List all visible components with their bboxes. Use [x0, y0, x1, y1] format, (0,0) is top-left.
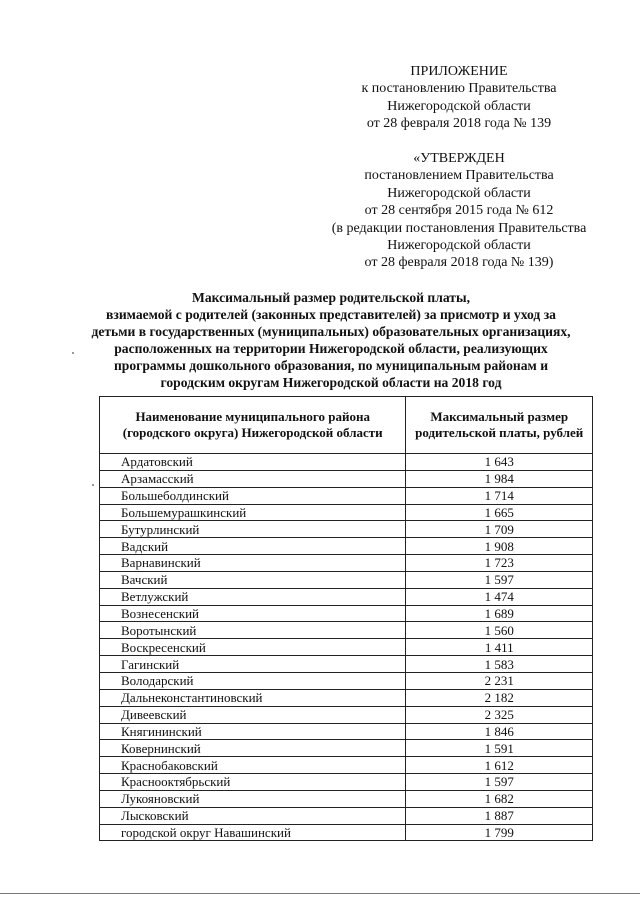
- appendix-line: к постановлению Правительства: [361, 81, 557, 97]
- district-name-cell: Арзамасский: [100, 470, 406, 487]
- max-fee-cell: 1 682: [406, 790, 593, 807]
- appendix-line: Нижегородской области: [387, 98, 531, 114]
- table-row: [100, 639, 593, 656]
- district-name-cell: Лысковский: [100, 807, 406, 824]
- max-fee-cell: 1 583: [406, 656, 593, 673]
- max-fee-cell: 1 643: [406, 454, 593, 471]
- district-name-cell: Большеболдинский: [100, 487, 406, 504]
- table-row: [100, 723, 593, 740]
- title-line: детьми в государственных (муниципальных) образовательных организациях,: [91, 323, 571, 339]
- max-fee-cell: 1 908: [406, 538, 593, 555]
- max-fee-cell: 1 560: [406, 622, 593, 639]
- page-bottom-edge: [0, 893, 640, 894]
- max-fee-cell: 1 723: [406, 555, 593, 572]
- max-fee-cell: 1 591: [406, 740, 593, 757]
- table-row: [100, 774, 593, 791]
- title-line: Максимальный размер родительской платы,: [192, 290, 470, 305]
- district-name-cell: Володарский: [100, 672, 406, 689]
- district-name-cell: Краснооктябрьский: [100, 774, 406, 791]
- district-name-cell: Ковернинский: [100, 740, 406, 757]
- max-fee-cell: 1 597: [406, 571, 593, 588]
- district-name-cell: Дивеевский: [100, 706, 406, 723]
- column-header-district: Наименование муниципального района (городского округа) Нижегородской области: [100, 397, 406, 454]
- approved-line: от 28 февраля 2018 года № 139): [364, 255, 554, 271]
- district-name-cell: Ардатовский: [100, 454, 406, 471]
- approved-line: Нижегородской области: [387, 185, 531, 201]
- table-row: [100, 740, 593, 757]
- max-fee-cell: 1 474: [406, 588, 593, 605]
- table-row: [100, 622, 593, 639]
- district-name-cell: Гагинский: [100, 656, 406, 673]
- appendix-line: от 28 февраля 2018 года № 139: [366, 116, 552, 132]
- district-name-cell: Вачский: [100, 571, 406, 588]
- table-body: [100, 454, 593, 841]
- max-fee-cell: 1 984: [406, 470, 593, 487]
- max-fee-cell: 1 665: [406, 504, 593, 521]
- table-row: [100, 706, 593, 723]
- column-header-max-fee: Максимальный размер родительской платы, рублей: [406, 397, 593, 454]
- table-row: [100, 605, 593, 622]
- table-row: [100, 824, 593, 841]
- title-line: расположенных на территории Нижегородской области, реализующих: [114, 340, 548, 356]
- max-fee-cell: 1 846: [406, 723, 593, 740]
- max-fee-cell: 2 325: [406, 706, 593, 723]
- appendix-header: [300, 63, 618, 133]
- max-fee-cell: 1 799: [406, 824, 593, 841]
- table-row: [100, 689, 593, 706]
- district-name-cell: Воротынский: [100, 622, 406, 639]
- table-row: [100, 790, 593, 807]
- max-fee-cell: 2 231: [406, 672, 593, 689]
- table-row: [100, 757, 593, 774]
- approved-line: (в редакции постановления Правительства: [331, 220, 587, 236]
- table-row: [100, 656, 593, 673]
- scan-speck: [72, 352, 74, 354]
- table-row: [100, 470, 593, 487]
- table-header-row: [100, 397, 593, 454]
- district-name-cell: Княгининский: [100, 723, 406, 740]
- district-name-cell: Вознесенский: [100, 605, 406, 622]
- table-row: [100, 672, 593, 689]
- max-fee-cell: 1 597: [406, 774, 593, 791]
- title-line: программы дошкольного образования, по муниципальным районам и: [113, 357, 549, 373]
- table-row: [100, 487, 593, 504]
- title-line: взимаемой с родителей (законных представителей) за присмотр и уход за: [106, 306, 556, 322]
- max-fee-cell: 2 182: [406, 689, 593, 706]
- approved-line: «УТВЕРЖДЕН: [413, 151, 505, 166]
- district-name-cell: Вадский: [100, 538, 406, 555]
- approved-line: от 28 сентября 2015 года № 612: [364, 203, 554, 219]
- approved-line: постановлением Правительства: [364, 168, 554, 184]
- table-row: [100, 588, 593, 605]
- fee-table: [99, 396, 593, 841]
- district-name-cell: Дальнеконстантиновский: [100, 689, 406, 706]
- max-fee-cell: 1 612: [406, 757, 593, 774]
- table-row: [100, 504, 593, 521]
- appendix-line: ПРИЛОЖЕНИЕ: [410, 64, 508, 79]
- table-row: [100, 555, 593, 572]
- approval-stamp-block: [290, 150, 628, 272]
- max-fee-cell: 1 411: [406, 639, 593, 656]
- document-title: [40, 290, 622, 391]
- table-row: [100, 538, 593, 555]
- scan-speck: [92, 484, 94, 486]
- table-row: [100, 521, 593, 538]
- district-name-cell: Бутурлинский: [100, 521, 406, 538]
- table-row: [100, 807, 593, 824]
- district-name-cell: городской округ Навашинский: [100, 824, 406, 841]
- max-fee-cell: 1 689: [406, 605, 593, 622]
- table-row: [100, 454, 593, 471]
- title-line: городским округам Нижегородской области на 2018 год: [160, 374, 502, 390]
- table-row: [100, 571, 593, 588]
- max-fee-cell: 1 887: [406, 807, 593, 824]
- district-name-cell: Воскресенский: [100, 639, 406, 656]
- district-name-cell: Лукояновский: [100, 790, 406, 807]
- max-fee-cell: 1 714: [406, 487, 593, 504]
- district-name-cell: Варнавинский: [100, 555, 406, 572]
- district-name-cell: Ветлужский: [100, 588, 406, 605]
- district-name-cell: Большемурашкинский: [100, 504, 406, 521]
- approved-line: Нижегородской области: [387, 238, 531, 254]
- max-fee-cell: 1 709: [406, 521, 593, 538]
- district-name-cell: Краснобаковский: [100, 757, 406, 774]
